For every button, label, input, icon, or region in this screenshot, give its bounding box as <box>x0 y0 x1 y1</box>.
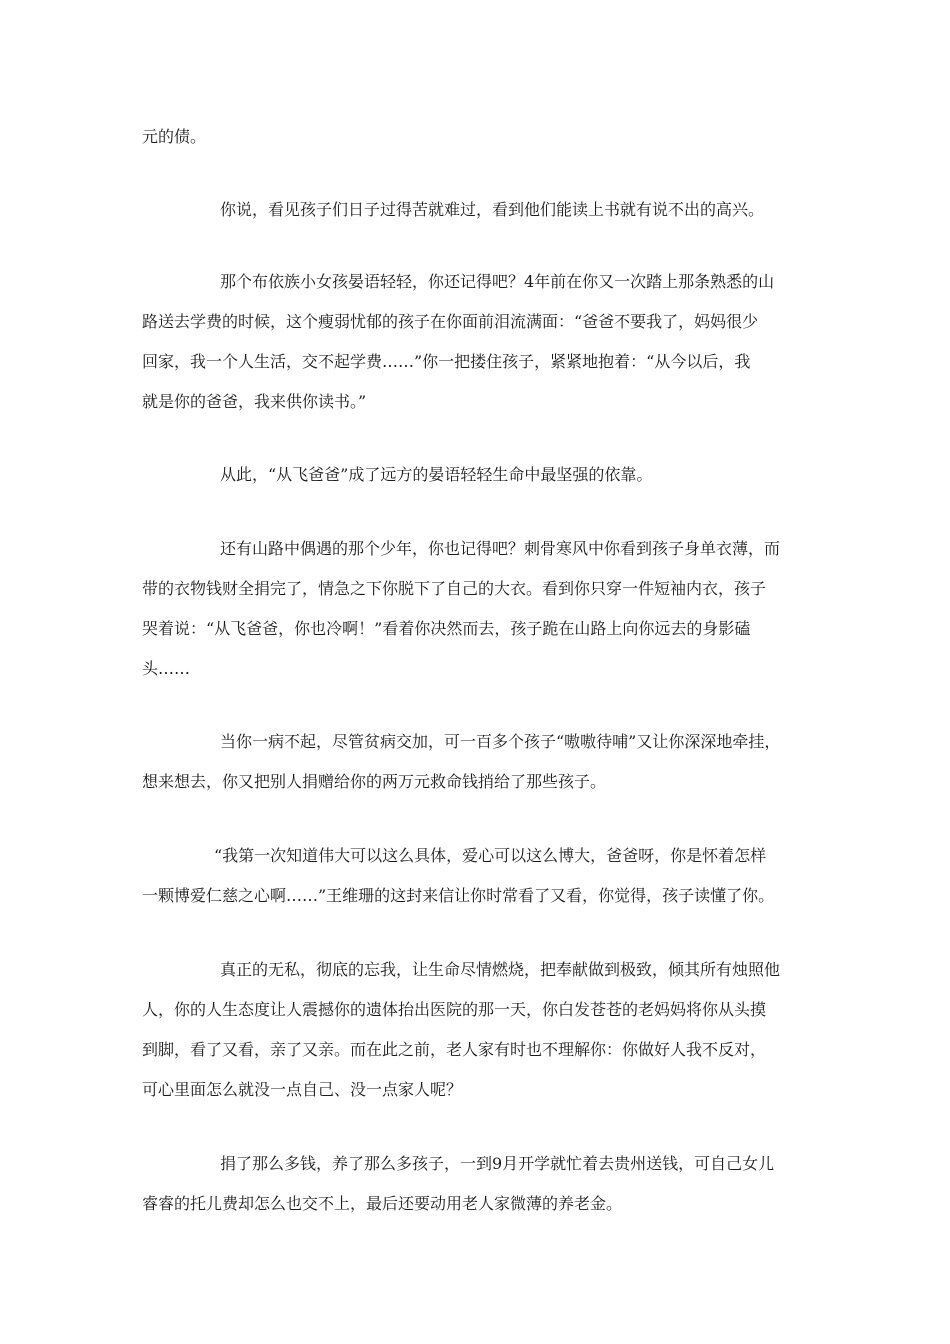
text-line: 到脚，看了又看，亲了又亲。而在此之前，老人家有时也不理解你：你做好人我不反对， <box>142 1040 767 1059</box>
text-line: 路送去学费的时候，这个瘦弱忧郁的孩子在你面前泪流满面：“爸爸不要我了，妈妈很少 <box>142 312 759 331</box>
text-line: 带的衣物钱财全捐完了，情急之下你脱下了自己的大衣。看到你只穿一件短袖内衣，孩子 <box>142 579 767 598</box>
paragraph-line: 真正的无私，彻底的忘我，让生命尽情燃烧，把奉献做到极致，倾其所有烛照他 <box>220 960 781 979</box>
paragraph-line: 从此，“从飞爸爸”成了远方的晏语轻轻生命中最坚强的依靠。 <box>220 465 653 484</box>
text-line: 元的债。 <box>142 127 207 146</box>
text-line: 哭着说：“从飞爸爸，你也冷啊！”看着你决然而去，孩子跪在山路上向你远去的身影磕 <box>142 619 751 638</box>
text-line: 睿睿的托儿费却怎么也交不上，最后还要动用老人家微薄的养老金。 <box>142 1194 623 1213</box>
text-line: 人，你的人生态度让人震撼你的遗体抬出医院的那一天，你白发苍苍的老妈妈将你从头摸 <box>142 1000 767 1019</box>
paragraph-line: 那个布依族小女孩晏语轻轻，你还记得吧？4年前在你又一次踏上那条熟悉的山 <box>220 272 775 291</box>
text-line: 就是你的爸爸，我来供你读书。” <box>142 392 367 411</box>
text-line: 回家，我一个人生活，交不起学费……”你一把搂住孩子，紧紧地抱着：“从今以后，我 <box>142 352 751 371</box>
text-line: 头…… <box>142 659 191 678</box>
text-line: 可心里面怎么就没一点自己、没一点家人呢？ <box>142 1080 463 1099</box>
paragraph-line: 还有山路中偶遇的那个少年，你也记得吧？刺骨寒风中你看到孩子身单衣薄，而 <box>220 539 781 558</box>
text-line: 想来想去，你又把别人捐赠给你的两万元救命钱捎给了那些孩子。 <box>142 772 607 791</box>
paragraph-line: “我第一次知道伟大可以这么具体，爱心可以这么博大，爸爸呀，你是怀着怎样 <box>214 846 767 865</box>
paragraph-line: 当你一病不起，尽管贫病交加，可一百多个孩子“嗷嗷待哺”又让你深深地牵挂， <box>220 732 781 751</box>
text-line: 一颗博爱仁慈之心啊……”王维珊的这封来信让你时常看了又看，你觉得，孩子读懂了你。 <box>142 886 775 905</box>
paragraph-line: 捐了那么多钱，养了那么多孩子，一到9月开学就忙着去贵州送钱，可自己女儿 <box>220 1154 775 1173</box>
paragraph-line: 你说，看见孩子们日子过得苦就难过，看到他们能读上书就有说不出的高兴。 <box>220 200 765 219</box>
